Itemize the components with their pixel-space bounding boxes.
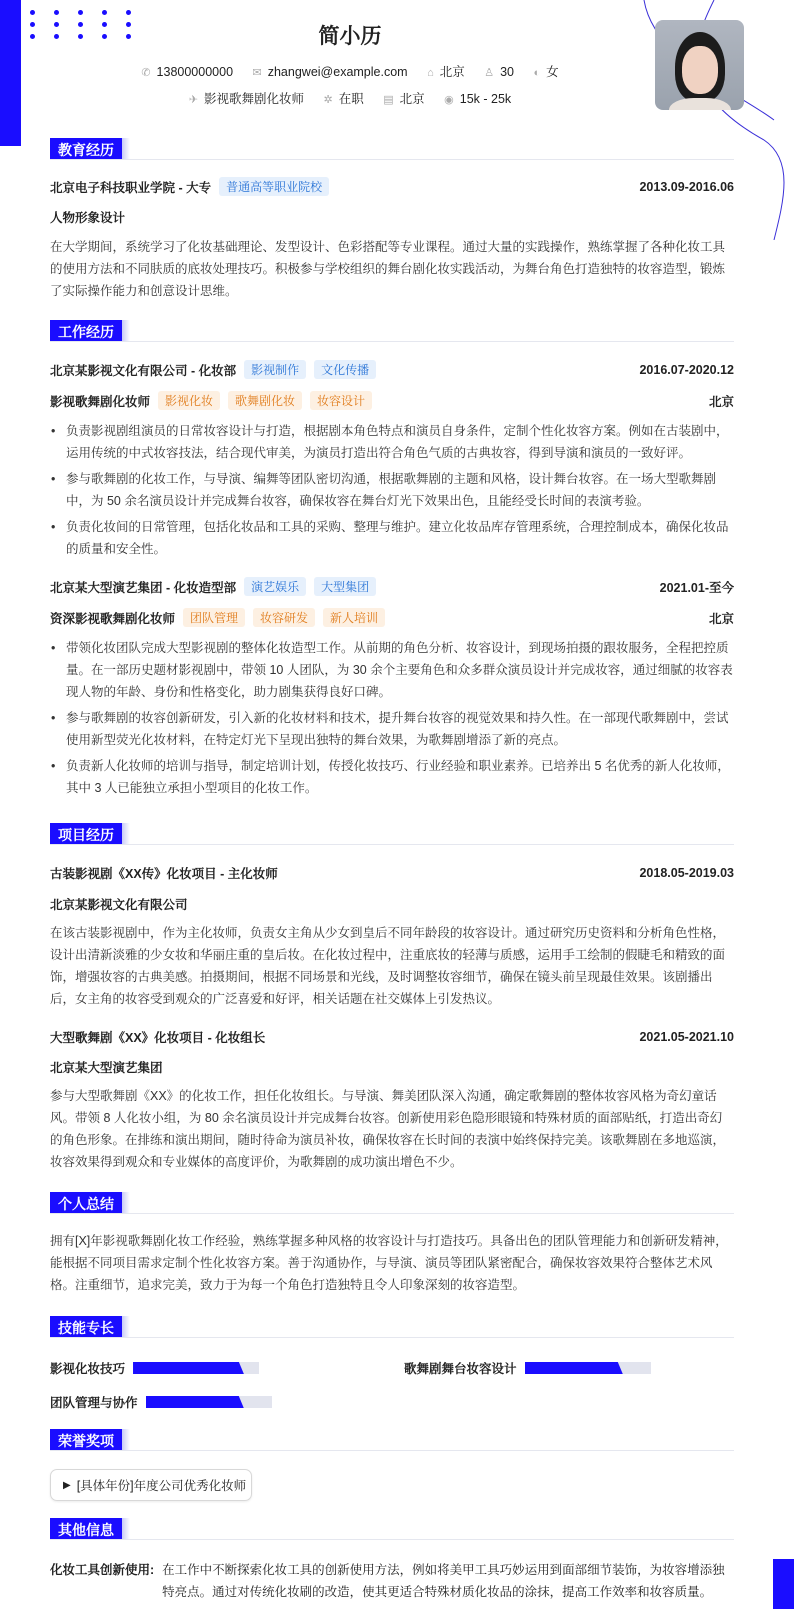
work-bullets	[50, 637, 734, 803]
tag: 妆容研发	[253, 608, 315, 627]
major: 人物形象设计	[50, 211, 126, 225]
project-title: 大型歌舞剧《XX》化妆项目 - 化妆组长	[50, 1031, 266, 1045]
project-header	[50, 864, 734, 882]
salary-icon: ◉	[444, 94, 454, 106]
education-desc: 在大学期间，系统学习了化妆基础理论、发型设计、色彩搭配等专业课程。通过大量的实践操作，熟练掌握了各种化妆工具的使用方法和不同肤质的底妆处理技巧。积极参与学校组织的舞台剧化妆实践活动，为舞台角色打造独特的妆容造型，锻炼了实际操作能力和创意设计思维。	[50, 240, 726, 298]
section-projects	[50, 823, 734, 845]
section-title: 工作经历	[50, 320, 122, 341]
bullet: • 负责化妆间的日常管理，包括化妆品和工具的采购、整理与维护。建立化妆品库存管理系统，合理控制成本，确保化妆品的质量和安全性。	[50, 516, 734, 560]
section-title: 项目经历	[50, 823, 122, 844]
skill-bar	[525, 1362, 651, 1374]
job-title: 影视歌舞剧化妆师	[204, 92, 305, 106]
job-icon: ✈	[188, 94, 199, 106]
job-status: 在职	[338, 92, 364, 106]
section-title: 教育经历	[50, 138, 122, 159]
section-skills	[50, 1316, 734, 1338]
job-info-line	[0, 89, 700, 107]
project-desc: 在该古装影视剧中，作为主化妆师，负责女主角从少女到皇后不同年龄段的妆容设计。通过研究历史资料和分析角色性格，设计出清新淡雅的少女妆和华丽庄重的皇后妆。在化妆过程中，注重底妆的轻薄与质感，运用手工绘制的假睫毛和精致的面饰，增强妆容的古典美感。拍摄期间，根据不同场景和光线，及时调整妆容细节，确保在镜头前呈现最佳效果。该剧播出后，女主角的妆容受到观众的广泛喜爱和好评，相关话题在社交媒体上引发热议。	[50, 926, 726, 1006]
age-icon: ♙	[484, 67, 495, 79]
decor-right-bar	[773, 1559, 794, 1609]
section-title: 技能专长	[50, 1316, 122, 1337]
work-header	[50, 577, 734, 596]
skill-name: 影视化妆技巧	[50, 1362, 126, 1376]
building-icon: ▤	[383, 94, 394, 106]
skill-item	[404, 1359, 651, 1377]
work-role-row	[50, 608, 734, 627]
role: 影视歌舞剧化妆师	[50, 394, 151, 409]
tag: 影视制作	[244, 360, 306, 379]
location: 北京	[708, 394, 734, 409]
tag: 妆容设计	[310, 391, 372, 410]
bullet: • 负责影视剧组演员的日常妆容设计与打造，根据剧本角色特点和演员自身条件，定制个性化妆容方案。例如在古装剧中，运用传统的中式妆容技法，结合现代审美，为演员打造出符合角色气质的古典妆容，得到导演和演员的一致好评。	[50, 420, 734, 464]
date: 2016.07-2020.12	[639, 362, 734, 377]
section-awards	[50, 1429, 734, 1451]
tag: 歌舞剧化妆	[228, 391, 302, 410]
skill-item	[50, 1359, 259, 1377]
education-major-row	[50, 208, 734, 226]
other-info-item	[50, 1559, 734, 1603]
project-org: 北京某影视文化有限公司	[50, 898, 188, 912]
target-city: 北京	[399, 92, 425, 106]
award-text: [具体年份]年度公司优秀化妆师	[76, 1479, 247, 1493]
section-title: 其他信息	[50, 1518, 122, 1539]
status-icon: ✲	[323, 94, 333, 106]
candidate-name: 简小历	[318, 25, 382, 48]
project-org-row	[50, 1058, 734, 1076]
tag: 新人培训	[323, 608, 385, 627]
skill-name: 歌舞剧舞台妆容设计	[404, 1362, 517, 1376]
company: 北京某大型演艺集团 - 化妆造型部	[50, 580, 237, 595]
summary-text: 拥有[X]年影视歌舞剧化妆工作经验，熟练掌握多种风格的妆容设计与打造技巧。具备出色的团队管理能力和创新研发精神，能根据不同项目需求定制个性化妆容方案。善于沟通协作，与导演、演员等团队紧密配合，确保妆容效果符合整体艺术风格。注重细节，追求完美，致力于为每一个角色打造独特且令人印象深刻的妆容造型。	[50, 1234, 728, 1292]
tag: 文化传播	[314, 360, 376, 379]
tag: 普通高等职业院校	[219, 177, 329, 196]
skill-item	[50, 1393, 272, 1411]
school: 北京电子科技职业学院 - 大专	[50, 180, 212, 195]
bullet: • 带领化妆团队完成大型影视剧的整体化妆造型工作。从前期的角色分析、妆容设计，到现场拍摄的跟妆服务，全程把控质量。在一部历史题材影视剧中，带领 10 人团队，为 30 余个主要角色和众多群众演员设计并完成妆容，通过细腻的妆容表现人物的年龄、身份和性格变化，助力剧集获得良好口碑。	[50, 637, 734, 703]
age: 30	[500, 65, 514, 79]
email-icon: ✉	[252, 67, 262, 79]
project-title: 古装影视剧《XX传》化妆项目 - 主化妆师	[50, 867, 278, 881]
date: 2021.05-2021.10	[639, 1030, 734, 1044]
email: zhangwei@example.com	[267, 65, 408, 79]
skill-bar-fill	[146, 1396, 244, 1408]
bullet: • 负责新人化妆师的培训与指导，制定培训计划，传授化妆技巧、行业经验和职业素养。已培养出 5 名优秀的新人化妆师，其中 3 人已能独立承担小型项目的化妆工作。	[50, 755, 734, 799]
expand-triangle-icon: ▶	[63, 1479, 71, 1491]
project-org-row	[50, 895, 734, 913]
skill-bar	[133, 1362, 259, 1374]
role: 资深影视歌舞剧化妆师	[50, 611, 176, 626]
other-text: 在工作中不断探索化妆工具的创新使用方法，例如将美甲工具巧妙运用到面部细节装饰，为妆容增添独特亮点。通过对传统化妆刷的改造，使其更适合特殊材质化妆品的涂抹，提高工作效率和妆容质量。	[162, 1563, 725, 1599]
phone-icon: ✆	[141, 67, 151, 79]
salary: 15k - 25k	[459, 92, 512, 106]
section-title: 个人总结	[50, 1192, 122, 1213]
avatar-photo	[655, 20, 744, 110]
section-summary	[50, 1192, 734, 1214]
date: 2021.01-至今	[659, 580, 734, 595]
work-role-row	[50, 391, 734, 410]
education-header	[50, 177, 734, 196]
project-header	[50, 1028, 734, 1046]
bullet: • 参与歌舞剧的化妆工作，与导演、编舞等团队密切沟通，根据歌舞剧的主题和风格，设计舞台妆容。在一场大型歌舞剧中，为 50 余名演员设计并完成舞台妆容，确保妆容在舞台灯光下效果出色，且能经受长时间的表演考验。	[50, 468, 734, 512]
company: 北京某影视文化有限公司 - 化妆部	[50, 363, 237, 378]
other-label: 化妆工具创新使用:	[50, 1563, 155, 1577]
section-education	[50, 138, 734, 160]
date: 2013.09-2016.06	[639, 179, 734, 194]
skill-name: 团队管理与协作	[50, 1396, 138, 1410]
gender: 女	[546, 65, 559, 79]
project-org: 北京某大型演艺集团	[50, 1061, 163, 1075]
bullet: • 参与歌舞剧的妆容创新研发，引入新的化妆材料和技术，提升舞台妆容的视觉效果和持久性。在一部现代歌舞剧中，尝试使用新型荧光化妆材料，在特定灯光下呈现出独特的舞台效果，为歌舞剧增添了新的亮点。	[50, 707, 734, 751]
section-other	[50, 1518, 734, 1540]
home-icon: ⌂	[427, 67, 434, 79]
tag: 影视化妆	[158, 391, 220, 410]
contact-info-line	[0, 62, 700, 80]
skill-bar-fill	[133, 1362, 244, 1374]
tag: 大型集团	[314, 577, 376, 596]
location: 北京	[708, 611, 734, 626]
gender-icon: ◐	[533, 67, 541, 79]
award-item[interactable]	[50, 1469, 252, 1501]
section-work	[50, 320, 734, 342]
project-desc: 参与大型歌舞剧《XX》的化妆工作，担任化妆组长。与导演、舞美团队深入沟通，确定歌舞剧的整体妆容风格为奇幻童话风。带领 8 人化妆小组，为 80 余名演员设计并完成舞台妆容。创新使用彩色隐形眼镜和特殊材质的面部贴纸，打造出奇幻的角色形象。在排练和演出期间，随时待命为演员补妆，确保妆容在长时间的表演中始终保持完美。该歌舞剧在多地巡演，妆容效果得到观众和专业媒体的高度评价，为歌舞剧的成功演出增色不少。	[50, 1089, 726, 1169]
date: 2018.05-2019.03	[639, 866, 734, 880]
skill-bar	[146, 1396, 272, 1408]
section-title: 荣誉奖项	[50, 1429, 122, 1450]
work-header	[50, 360, 734, 379]
tag: 演艺娱乐	[244, 577, 306, 596]
work-bullets	[50, 420, 734, 564]
phone: 13800000000	[156, 65, 234, 79]
city: 北京	[439, 65, 465, 79]
skill-bar-fill	[525, 1362, 623, 1374]
tag: 团队管理	[183, 608, 245, 627]
